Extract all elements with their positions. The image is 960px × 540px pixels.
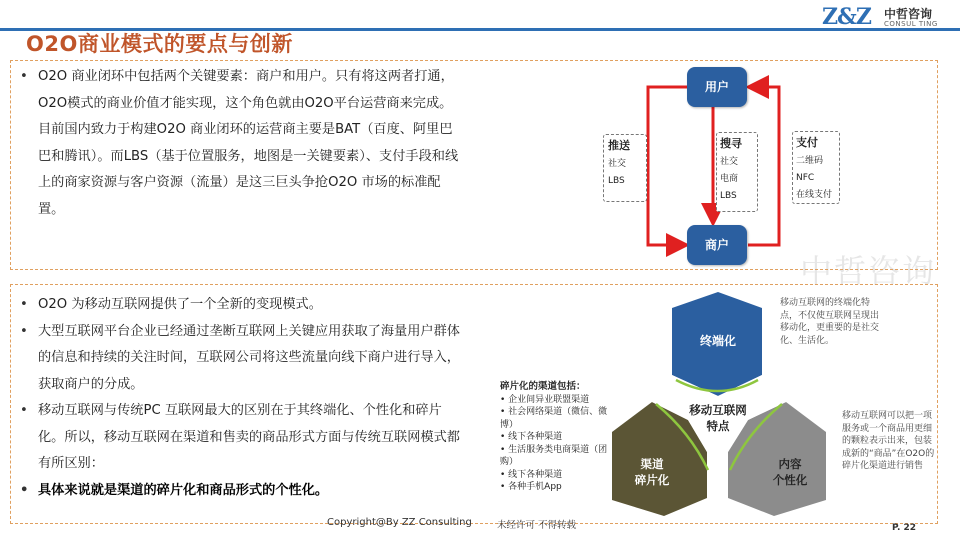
watermark: 中哲咨询 xyxy=(800,252,937,290)
page-number: P. 22 xyxy=(892,523,917,533)
no-reprint-notice: 未经许可 不得转载 xyxy=(497,520,577,531)
channel-label-2: 碎片化 xyxy=(634,473,670,487)
push-item: LBS xyxy=(608,176,625,186)
search-item: 电商 xyxy=(720,174,739,184)
merchant-node: 商户 xyxy=(687,225,747,265)
pay-item: 二维码 xyxy=(796,156,824,166)
section1-bullet: • O2O 商业闭环中包括两个关键要素：商户和用户。只有将这两者打通，O2O模式的商业价值才能实现，这个角色就由O2O平台运营商来完成。目前国内致力于构建O2O 商业闭环的运营商主要是BAT（百度、阿里巴巴和腾讯）。而LBS（基于位置服务，地图是一关键要素）、支付手段和线上的商家资源与客户资源（流量）是这三巨头争抢O2O 市场的标准配置。 xyxy=(18,64,462,223)
center-label-1: 移动互联网 xyxy=(689,403,747,417)
user-node: 用户 xyxy=(687,67,747,107)
logo-en: CONSUL TING xyxy=(884,20,938,28)
section2-bullet: • O2O 为移动互联网提供了一个全新的变现模式。 xyxy=(18,292,464,319)
center-label-2: 特点 xyxy=(706,419,730,433)
fragment-item: • 社会网络渠道（微信、微博） xyxy=(500,407,608,430)
copyright: Copyright@By ZZ Consulting xyxy=(327,517,472,528)
pay-item: NFC xyxy=(796,173,815,183)
content-note: 移动互联网可以把一项服务或一个商品用更细的颗粒表示出来，包装成新的“商品”在O2O的碎片化渠道进行销售 xyxy=(842,411,935,471)
search-item: LBS xyxy=(720,191,737,201)
pay-item: 在线支付 xyxy=(796,190,833,200)
terminal-note: 移动互联网的终端化特点，不仅使互联网呈现出移动化，更重要的是社交化、生活化。 xyxy=(780,298,880,346)
logo-cn: 中哲咨询 xyxy=(884,7,933,21)
page-title: O2O商业模式的要点与创新 xyxy=(26,32,293,56)
push-item: 社交 xyxy=(608,159,627,169)
fragment-title: 碎片化的渠道包括： xyxy=(500,381,586,392)
content-label-1: 内容 xyxy=(778,457,802,471)
fragment-item: • 各种手机App xyxy=(500,482,562,492)
logo-mark: Z&Z xyxy=(822,4,871,30)
section2-bullet: • 移动互联网与传统PC 互联网最大的区别在于其终端化、个性化和碎片化。所以，移动互联网在渠道和售卖的商品形式方面与传统互联网模式都有所区别： xyxy=(18,398,464,478)
fragment-channels xyxy=(500,381,612,494)
pay-title: 支付 xyxy=(796,136,818,149)
push-title: 推送 xyxy=(608,139,630,152)
fragment-item: • 企业间异业联盟渠道 xyxy=(500,394,590,405)
content-label-2: 个性化 xyxy=(772,473,808,487)
fragment-item: • 线下各种渠道 xyxy=(500,432,563,442)
search-item: 社交 xyxy=(720,157,739,167)
terminal-label: 终端化 xyxy=(699,334,737,348)
fragment-item: • 生活服务类电商渠道（团购） xyxy=(500,444,608,467)
fragment-item: • 线下各种渠道 xyxy=(500,469,563,480)
section2-bullet-emphasis: • 具体来说就是渠道的碎片化和商品形式的个性化。 xyxy=(18,478,464,505)
search-title: 搜寻 xyxy=(720,137,742,150)
section2-bullet: • 大型互联网平台企业已经通过垄断互联网上关键应用获取了海量用户群体的信息和持续的关注时间，互联网公司将这些流量向线下商户进行导入，获取商户的分成。 xyxy=(18,319,464,399)
channel-label-1: 渠道 xyxy=(640,457,664,471)
